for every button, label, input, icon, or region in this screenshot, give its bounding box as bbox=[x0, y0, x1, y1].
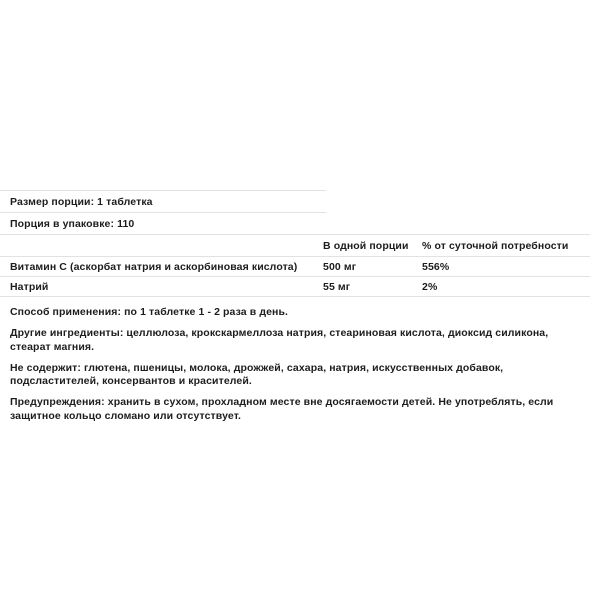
directions-paragraph: Способ применения: по 1 таблетке 1 - 2 раза в день. bbox=[10, 306, 289, 318]
facts-table-header-row bbox=[0, 234, 590, 256]
other-ingredients-paragraph: Другие ингредиенты: целлюлоза, крокскармеллоза натрия, стеариновая кислота, диоксид силикона, стеарат магния. bbox=[10, 327, 549, 353]
servings-per-container-row: Порция в упаковке: 110 bbox=[0, 212, 326, 234]
allergen-free-paragraph: Не содержит: глютена, пшеницы, молока, дрожжей, сахара, натрия, искусственных добавок, подсластителей, консервантов и красителей. bbox=[10, 361, 504, 387]
nutrient-name: Витамин C (аскорбат натрия и аскорбиновая кислота) bbox=[10, 260, 298, 273]
table-bottom-divider bbox=[0, 296, 590, 297]
nutrient-facts-table bbox=[0, 234, 590, 297]
nutrient-amount: 500 мг bbox=[323, 260, 357, 273]
label-text-block bbox=[10, 306, 586, 431]
nutrient-daily-value: 2% bbox=[422, 280, 438, 293]
serving-info-table bbox=[0, 190, 326, 234]
nutrient-row-vitamin-c bbox=[0, 256, 590, 276]
nutrient-row-sodium bbox=[0, 276, 590, 296]
warnings-paragraph: Предупреждения: хранить в сухом, прохладном месте вне досягаемости детей. Не употреблять, если защитное кольцо сломано или отсутствует. bbox=[10, 396, 554, 422]
header-daily-value: % от суточной потребности bbox=[422, 239, 569, 252]
serving-size-row: Размер порции: 1 таблетка bbox=[0, 190, 326, 212]
nutrient-name: Натрий bbox=[10, 280, 49, 293]
header-amount-per-serving: В одной порции bbox=[323, 239, 409, 252]
nutrient-amount: 55 мг bbox=[323, 280, 351, 293]
nutrient-daily-value: 556% bbox=[422, 260, 450, 273]
